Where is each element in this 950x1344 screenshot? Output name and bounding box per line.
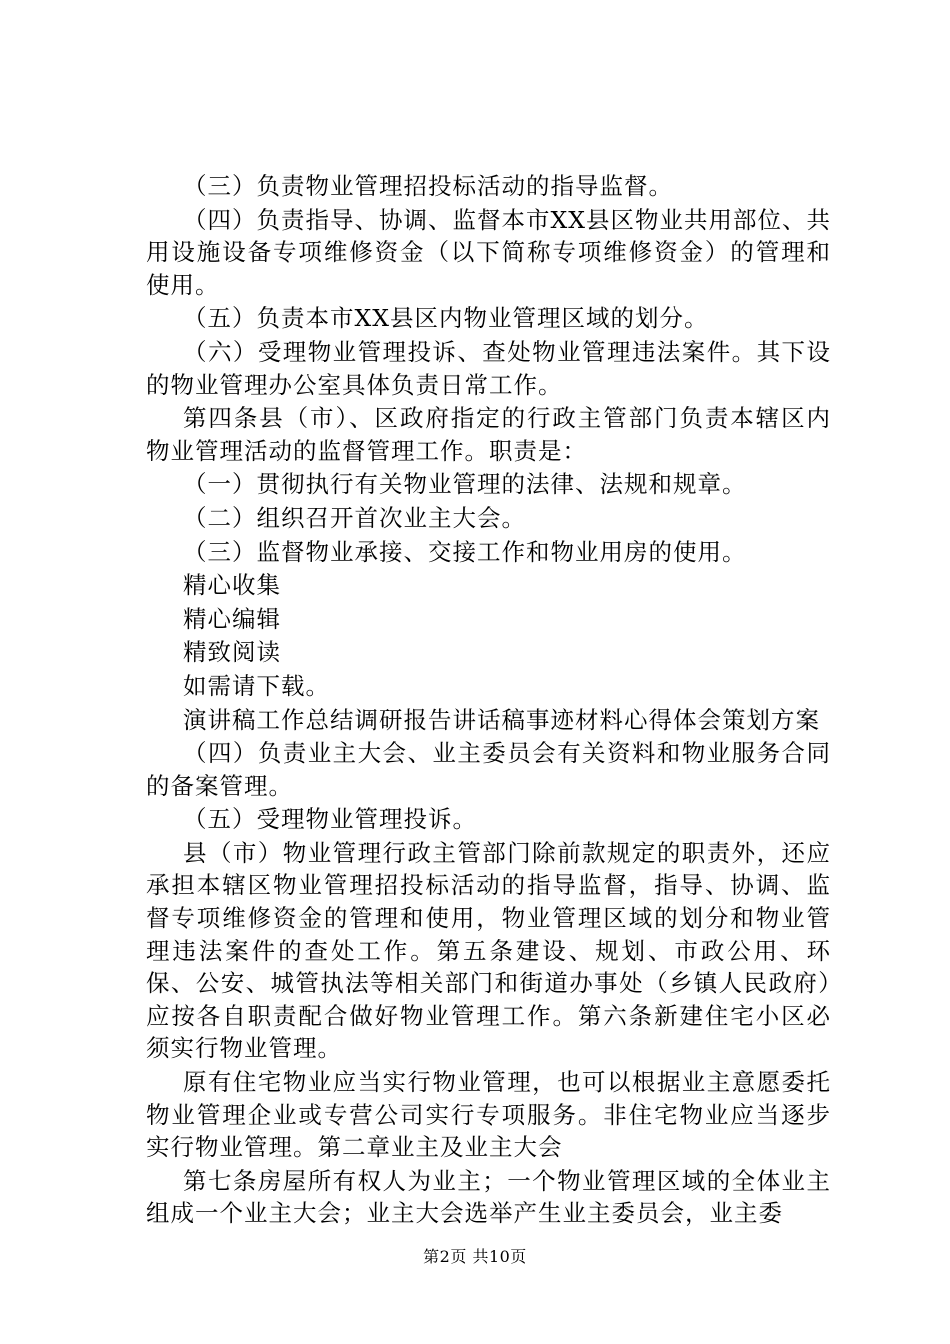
paragraph-item-6: （六）受理物业管理投诉、查处物业管理违法案件。其下设的物业管理办公室具体负责日常工作。	[146, 337, 831, 399]
paragraph-item-4: （四）负责指导、协调、监督本市XX县区物业共用部位、共用设施设备专项维修资金（以下简称专项维修资金）的管理和使用。	[146, 205, 831, 299]
paragraph-article-7: 第七条房屋所有权人为业主；一个物业管理区域的全体业主组成一个业主大会；业主大会选举产生业主委员会，业主委	[146, 1166, 831, 1228]
page-footer: 第2页 共10页	[423, 1247, 527, 1266]
paragraph-duty-1: （一）贯彻执行有关物业管理的法律、法规和规章。	[183, 470, 747, 499]
paragraph-existing-housing: 原有住宅物业应当实行物业管理，也可以根据业主意愿委托物业管理企业或专营公司实行专项服务。非住宅物业应当逐步实行物业管理。第二章业主及业主大会	[146, 1068, 831, 1162]
paragraph-duty-3: （三）监督物业承接、交接工作和物业用房的使用。	[183, 537, 747, 566]
promo-line-collect: 精心收集	[183, 571, 281, 600]
paragraph-duty-5: （五）受理物业管理投诉。	[183, 805, 477, 834]
promo-line-edit: 精心编辑	[183, 604, 281, 633]
document-body	[146, 170, 831, 1230]
paragraph-item-3: （三）负责物业管理招投标活动的指导监督。	[183, 172, 673, 200]
paragraph-article-4: 第四条县（市）、区政府指定的行政主管部门负责本辖区内物业管理活动的监督管理工作。职责是：	[146, 404, 831, 465]
paragraph-duty-4: （四）负责业主大会、业主委员会有关资料和物业服务合同的备案管理。	[146, 739, 831, 800]
paragraph-item-5: （五）负责本市XX县区内物业管理区域的划分。	[183, 304, 709, 333]
promo-line-read: 精致阅读	[183, 638, 281, 667]
promo-line-categories: 演讲稿工作总结调研报告讲话稿事迹材料心得体会策划方案	[183, 705, 820, 734]
paragraph-duty-2: （二）组织召开首次业主大会。	[183, 503, 526, 532]
promo-line-download: 如需请下载。	[183, 671, 330, 700]
paragraph-county-duties: 县（市）物业管理行政主管部门除前款规定的职责外，还应承担本辖区物业管理招投标活动的指导监督，指导、协调、监督专项维修资金的管理和使用，物业管理区域的划分和物业管理违法案件的查处工作。第五条建设、规划、市政公用、环保、公安、城管执法等相关部门和街道办事处（乡镇人民政府）应按各自职责配合做好物业管理工作。第六条新建住宅小区必须实行物业管理。	[146, 838, 831, 1063]
